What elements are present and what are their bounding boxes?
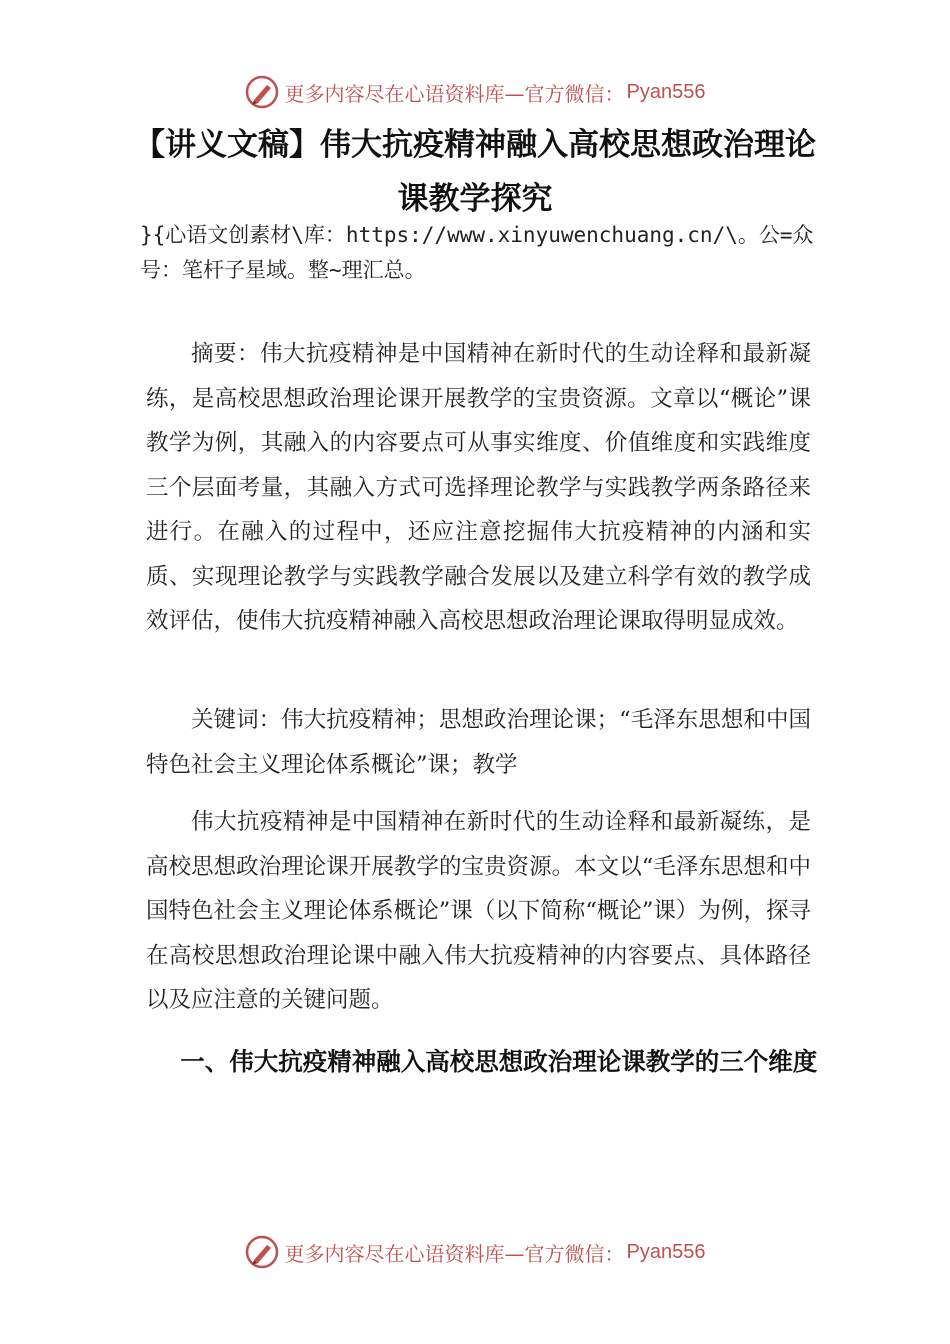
watermark-header [0,72,950,112]
watermark-text: 更多内容尽在心语资料库—官方微信： [284,81,625,106]
wechat-id: Pyan556 [626,1240,706,1263]
keywords-paragraph: 关键词：伟大抗疫精神；思想政治理论课；“毛泽东思想和中国特色社会主义理论体系概论”课；教学 [146,707,811,778]
document-title: 【讲义文稿】伟大抗疫精神融入高校思想政治理论课教学探究 [134,127,816,217]
section-heading: 一、伟大抗疫精神融入高校思想政治理论课教学的三个维度 [180,1047,818,1076]
intro-paragraph: 伟大抗疫精神是中国精神在新时代的生动诠释和最新凝练，是高校思想政治理论课开展教学的宝贵资源。本文以“毛泽东思想和中国特色社会主义理论体系概论”课（以下简称“概论”课）为例，探寻在高校思想政治理论课中融入伟大抗疫精神的内容要点、具体路径以及应注意的关键问题。 [146,809,811,1013]
watermark-footer [0,1232,950,1272]
watermark-text: 更多内容尽在心语资料库—官方微信： [284,1241,625,1266]
pen-logo-icon [245,1235,279,1269]
abstract-paragraph: 摘要：伟大抗疫精神是中国精神在新时代的生动诠释和最新凝练，是高校思想政治理论课开展教学的宝贵资源。文章以“概论”课教学为例，其融入的内容要点可从事实维度、价值维度和实践维度三个层面考量，其融入方式可选择理论教学与实践教学两条路径来进行。在融入的过程中，还应注意挖掘伟大抗疫精神的内涵和实质、实现理论教学与实践教学融合发展以及建立科学有效的教学成效评估，使伟大抗疫精神融入高校思想政治理论课取得明显成效。 [146,341,811,634]
wechat-id: Pyan556 [626,80,706,103]
pen-logo-icon [245,75,279,109]
source-note: }{心语文创素材\库：https://www.xinyuwenchuang.cn/\。公=众号：笔杆子星域。整~理汇总。 [140,223,814,282]
